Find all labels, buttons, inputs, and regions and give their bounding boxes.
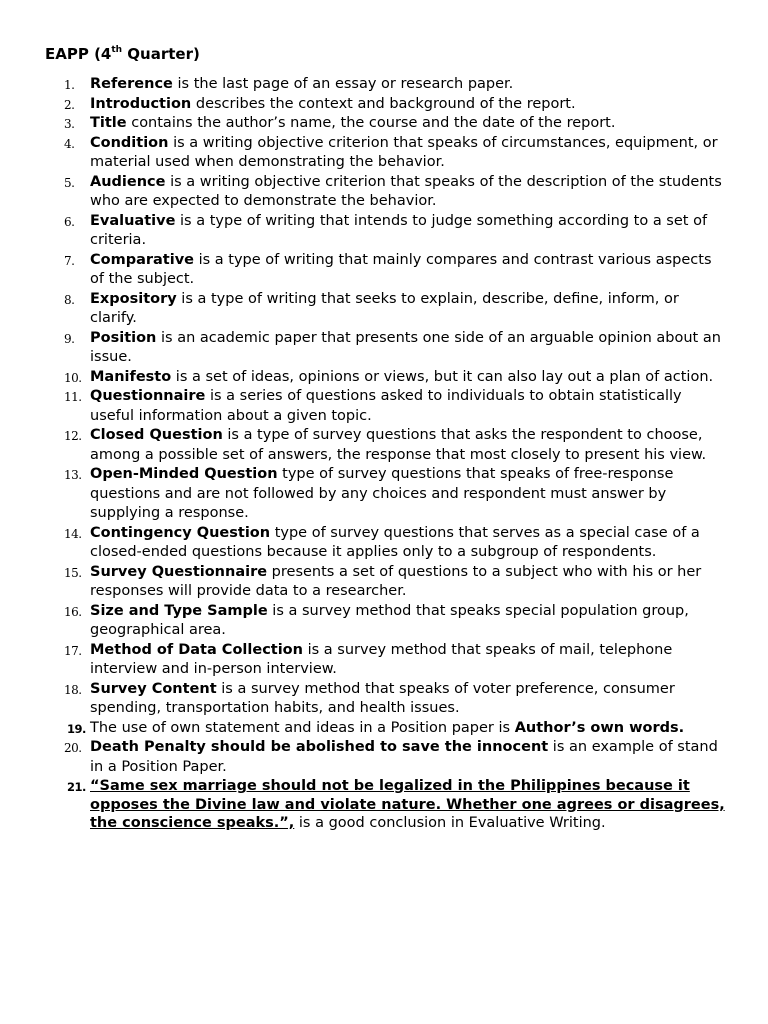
item-term: Manifesto	[90, 368, 172, 385]
item-answer: Author’s own words.	[514, 719, 685, 736]
item-text: describes the context and background of the report.	[191, 95, 576, 112]
list-item	[0, 290, 730, 329]
list-item	[0, 95, 730, 115]
title-superscript: th	[111, 45, 123, 55]
item-number: 2.	[64, 97, 75, 112]
item-number: 15.	[64, 565, 82, 580]
list-item	[0, 134, 730, 173]
item-text: is a survey method that speaks of voter preference, consumer spending, transportation habits, and health issues.	[90, 680, 675, 716]
list-item	[0, 75, 730, 95]
item-term: Position	[90, 329, 157, 346]
item-text: is a writing objective criterion that speaks of the description of the students who are expected to demonstrate the behavior.	[90, 173, 722, 209]
definitions-list	[0, 75, 768, 833]
list-item	[0, 524, 730, 563]
item-term: Evaluative	[90, 212, 176, 229]
list-item-21	[0, 777, 730, 833]
list-item	[0, 368, 730, 388]
item-number: 3.	[64, 117, 75, 131]
list-item	[0, 387, 730, 426]
list-item	[0, 329, 730, 368]
item-text: presents a set of questions to a subject who with his or her responses will provide data to a researcher.	[90, 563, 702, 599]
item-number: 21.	[67, 780, 86, 794]
item-text: is a type of writing that mainly compares and contrast various aspects of the subject.	[90, 251, 712, 287]
item-text: is a survey method that speaks of mail, telephone interview and in-person interview.	[90, 641, 673, 677]
item-text: contains the author’s name, the course and the date of the report.	[126, 115, 616, 131]
item-number: 17.	[64, 643, 82, 658]
item-number: 5.	[64, 175, 75, 190]
item-term: Title	[90, 115, 127, 131]
item-number: 8.	[64, 292, 75, 307]
title-suffix: Quarter)	[122, 45, 200, 63]
item-term: Introduction	[90, 95, 192, 112]
item-text: is an example of stand in a Position Paper.	[90, 739, 718, 775]
item-number: 19.	[67, 721, 86, 736]
item-number: 16.	[64, 604, 82, 619]
item-number: 9.	[64, 331, 75, 346]
item-term: Method of Data Collection	[90, 641, 303, 658]
list-item-20	[0, 738, 730, 777]
item-text: type of survey questions that speaks of free-response questions and are not followed by any choices and respondent must answer by supplying a response.	[90, 466, 674, 521]
list-item	[0, 602, 730, 641]
list-item	[0, 212, 730, 251]
item-number: 12.	[64, 429, 82, 443]
list-item-19	[0, 719, 730, 739]
list-item	[0, 114, 730, 134]
list-item	[0, 465, 730, 524]
item-term: Expository	[90, 290, 177, 307]
item-term: Open-Minded Question	[90, 466, 278, 482]
list-item	[0, 426, 730, 465]
item-number: 10.	[64, 370, 82, 385]
document-title	[45, 44, 200, 64]
item-number: 13.	[64, 468, 82, 482]
list-item	[0, 680, 730, 719]
item-text: is a survey method that speaks special population group, geographical area.	[90, 602, 689, 638]
item-text: The use of own statement and ideas in a Position paper is	[90, 719, 515, 736]
item-number: 14.	[64, 526, 82, 541]
item-number: 11.	[64, 390, 82, 404]
item-number: 1.	[64, 78, 75, 92]
list-item	[0, 251, 730, 290]
item-text: is a series of questions asked to individuals to obtain statistically useful information about a given topic.	[90, 388, 682, 424]
item-term: Survey Questionnaire	[90, 563, 268, 580]
item-number: 20.	[64, 741, 82, 755]
item-text: is a writing objective criterion that speaks of circumstances, equipment, or material used when demonstrating the behavior.	[90, 134, 718, 170]
item-term: Contingency Question	[90, 524, 271, 541]
item-number: 6.	[64, 214, 75, 229]
item-text: is the last page of an essay or research paper.	[172, 76, 514, 92]
item-quote: “Same sex marriage should not be legalized in the Philippines because it opposes the Divine law and violate nature. Whether one agrees or disagrees, the conscience speaks.”,	[90, 778, 725, 831]
item-text: is a type of writing that intends to judge something according to a set of criteria.	[90, 212, 708, 248]
item-term: Condition	[90, 134, 169, 151]
item-term: Death Penalty should be abolished to save the innocent	[90, 739, 549, 755]
list-item	[0, 641, 730, 680]
item-text: type of survey questions that serves as a special case of a closed-ended questions because it applies only to a subgroup of respondents.	[90, 524, 700, 560]
item-term: Comparative	[90, 251, 194, 268]
item-text: is a set of ideas, opinions or views, but it can also lay out a plan of action.	[171, 368, 714, 385]
item-term: Questionnaire	[90, 388, 206, 404]
item-term: Reference	[90, 76, 173, 92]
item-number: 4.	[64, 136, 75, 151]
title-prefix: EAPP (4	[45, 45, 112, 63]
item-term: Audience	[90, 173, 166, 190]
item-text: is a type of survey questions that asks the respondent to choose, among a possible set of answers, the response that most closely to present his view.	[90, 427, 707, 463]
item-text: is an academic paper that presents one side of an arguable opinion about an issue.	[90, 329, 721, 365]
item-term: Closed Question	[90, 427, 223, 443]
item-text: is a good conclusion in Evaluative Writing.	[294, 815, 606, 831]
item-term: Size and Type Sample	[90, 602, 268, 619]
item-text: is a type of writing that seeks to explain, describe, define, inform, or clarify.	[90, 290, 679, 326]
list-item	[0, 563, 730, 602]
item-number: 18.	[64, 682, 82, 697]
item-term: Survey Content	[90, 680, 217, 697]
item-number: 7.	[64, 253, 75, 268]
list-item	[0, 173, 730, 212]
